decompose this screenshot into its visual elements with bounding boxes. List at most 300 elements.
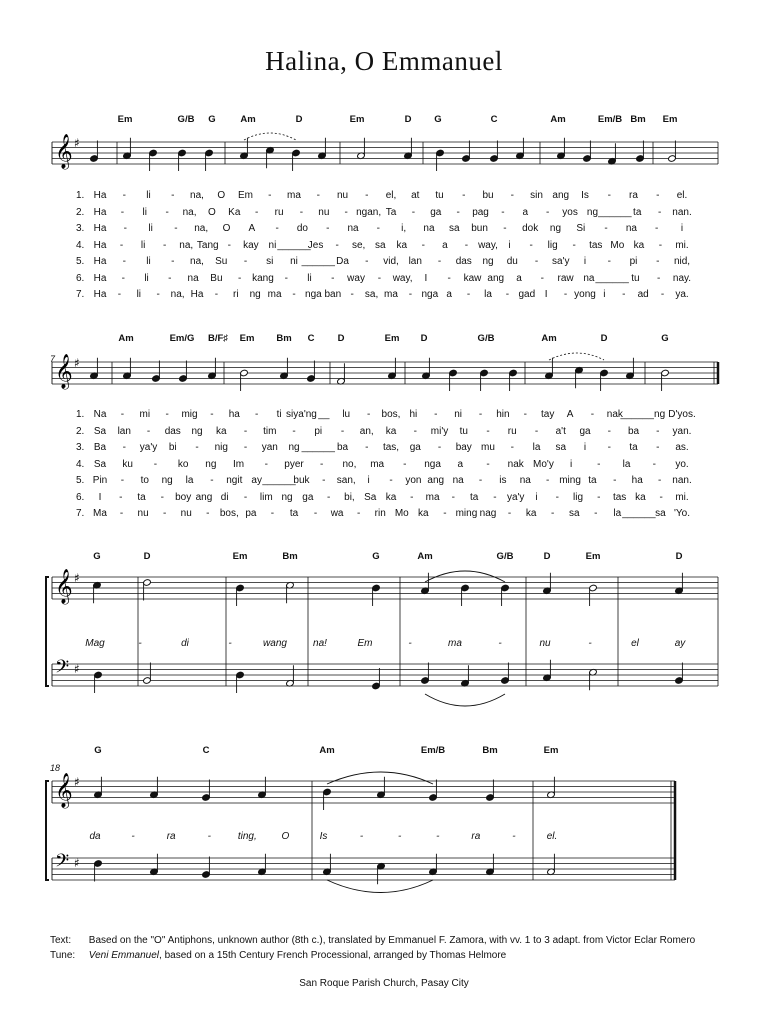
lyric-syllable: pag — [472, 206, 489, 218]
lyric-syllable: na, — [190, 256, 204, 267]
verse-line — [0, 289, 768, 305]
lyric-syllable: I — [544, 289, 548, 300]
bass-clef-icon: 𝄢 — [55, 657, 70, 682]
verse-number: 3. — [76, 442, 85, 453]
lyric-syllable: Ta — [385, 206, 397, 218]
lyric-syllable: - — [607, 190, 611, 201]
lyric-syllable: - — [165, 409, 169, 420]
chord-symbol: Am — [550, 114, 566, 125]
lyric-syllable: Mo'y — [533, 458, 554, 470]
song-title: Halina, O Emmanuel — [265, 46, 503, 76]
lyric-syllable: - — [171, 190, 175, 201]
chord-symbol: Em — [239, 333, 255, 344]
chord-symbol: G/B — [496, 551, 514, 562]
lyric-syllable: i — [535, 491, 538, 503]
lyric-syllable: ng — [191, 425, 203, 437]
chord-symbol: Em — [384, 333, 400, 344]
lyric-syllable: ngit — [226, 475, 243, 486]
chord-symbol: Am — [541, 333, 557, 344]
lyric-syllable: - — [466, 289, 471, 300]
lyric-syllable: is — [499, 475, 507, 486]
lyric-syllable: Da — [336, 256, 349, 267]
lyric-syllable: - — [563, 289, 568, 300]
refrain-syllable: Is — [319, 831, 328, 842]
lyric-syllable: na — [452, 475, 464, 486]
chord-symbol: Em — [662, 114, 678, 125]
lyric-syllable: - — [331, 272, 335, 284]
chord-row — [0, 114, 768, 128]
lyric-syllable: rin — [374, 508, 386, 519]
lyric-syllable: ni — [290, 256, 298, 267]
refrain-syllable: wang — [263, 638, 287, 649]
slur — [425, 571, 505, 582]
lyric-syllable: - — [656, 442, 660, 453]
lyric-syllable: ta — [469, 491, 479, 503]
lyric-syllable: na — [187, 272, 199, 284]
lyric-syllable: - — [313, 508, 318, 519]
lyric-syllable: - — [243, 256, 248, 267]
lyric-syllable: - — [264, 458, 268, 470]
lyric-syllable: - — [656, 190, 660, 201]
lyric-syllable: a — [446, 289, 452, 300]
footer-tune-value: , based on a 15th Century French Processional, arranged by Thomas Helmore — [159, 950, 507, 961]
lyric-syllable: wa — [330, 508, 344, 519]
lyric-syllable: ka — [635, 491, 646, 503]
verse-line — [0, 459, 768, 475]
chord-symbol: Em — [117, 114, 133, 125]
lyric-syllable: tu — [631, 272, 640, 284]
lyric-syllable: - — [411, 206, 416, 218]
lyric-syllable: - — [270, 508, 275, 519]
verse-line — [0, 508, 768, 524]
lyric-syllable: Ha — [93, 206, 107, 218]
lyric-syllable: - — [464, 239, 469, 251]
lyric-syllable: ng — [549, 223, 562, 234]
lyric-syllable: li — [144, 272, 149, 284]
bass-clef-icon: 𝄢 — [55, 851, 70, 876]
lyric-syllable: - — [292, 289, 296, 300]
slur — [327, 880, 433, 893]
lyric-syllable: bi — [168, 442, 177, 453]
lyric-syllable: yon — [405, 475, 422, 486]
lyric-syllable: nak — [606, 409, 623, 420]
lyric-syllable: siya'ng — [286, 409, 317, 420]
lyric-syllable: - — [389, 475, 393, 486]
lyric-syllable: - — [413, 425, 417, 437]
verse-number: 3. — [76, 223, 85, 234]
lyric-syllable: ng — [288, 442, 300, 453]
verse-number: 2. — [76, 425, 85, 437]
lyric-syllable: mu — [481, 442, 495, 453]
lyric-syllable: i — [680, 223, 684, 234]
lyric-syllable: - — [478, 409, 483, 420]
lyric-syllable: ha — [228, 409, 240, 420]
lyric-syllable: nga — [421, 289, 439, 300]
refrain-syllable: O — [281, 831, 290, 842]
lyric-syllable: - — [365, 442, 369, 453]
lyric-syllable: - — [607, 425, 611, 437]
verse-number: 5. — [76, 475, 85, 486]
lyric-syllable: - — [210, 475, 214, 486]
lyric-syllable: - — [168, 272, 172, 284]
verse-line — [0, 223, 768, 239]
lyric-syllable: la — [484, 289, 492, 300]
lyric-syllable: ma — [370, 458, 385, 470]
lyric-syllable: das — [455, 256, 472, 267]
lyric-syllable: - — [162, 508, 167, 519]
lyric-syllable: ngan, — [356, 206, 382, 218]
lyric-syllable: ko — [177, 458, 189, 470]
chord-symbol: G — [94, 745, 102, 756]
lyric-syllable: ya. — [675, 289, 689, 300]
lyric-syllable: - — [255, 206, 259, 218]
verse-number: 2. — [76, 206, 85, 218]
lyric-syllable: - — [408, 289, 413, 300]
lyric-syllable: ______ — [301, 442, 335, 453]
lyric-syllable: I — [98, 491, 102, 503]
lyric-syllable: 'Yo. — [673, 508, 691, 519]
lyric-syllable: nu — [336, 190, 349, 201]
lyric-syllable: - — [120, 409, 125, 420]
lyric-syllable: - — [206, 508, 210, 519]
chord-symbol: G — [434, 114, 442, 125]
chord-symbol: Bm — [276, 333, 292, 344]
lyric-syllable: Bu — [210, 272, 223, 284]
lyric-syllable: ga — [409, 442, 421, 453]
chord-symbol: Am — [240, 114, 256, 125]
lyric-syllable: ma — [425, 491, 440, 503]
lyric-syllable: lu — [342, 409, 351, 420]
lyric-syllable: ______ — [595, 272, 629, 284]
chord-symbol: Am — [118, 333, 134, 344]
lyric-syllable: ad — [637, 289, 649, 300]
lyric-syllable: hi — [409, 409, 418, 420]
lyric-syllable: Is — [581, 190, 589, 201]
lyric-syllable: Ha — [93, 239, 107, 251]
lyric-syllable: Sa — [364, 491, 377, 503]
lyric-syllable: Sa — [93, 425, 107, 437]
lyric-syllable: ka — [525, 508, 537, 519]
lyric-syllable: ba — [336, 442, 349, 453]
lyric-syllable: ang — [427, 475, 445, 486]
footer-tune-title: Veni Emmanuel — [88, 950, 160, 961]
lyric-syllable: ng — [482, 256, 494, 267]
lyric-syllable: i — [367, 475, 370, 486]
lyric-syllable: - — [447, 272, 451, 284]
lyric-syllable: - — [656, 256, 660, 267]
lyric-syllable: - — [160, 491, 165, 503]
lyric-syllable: ta — [629, 442, 638, 453]
lyric-syllable: san, — [336, 475, 356, 486]
lyric-syllable: tas — [589, 239, 603, 251]
lyric-syllable: i — [583, 442, 587, 453]
lyric-syllable: - — [146, 425, 151, 437]
lyric-syllable: ______ — [622, 508, 656, 519]
lyric-syllable: - — [326, 491, 331, 503]
refrain-syllable: ma — [448, 638, 462, 649]
lyric-syllable: way, — [392, 272, 413, 284]
chord-symbol: G/B — [177, 114, 195, 125]
lyric-syllable: buk — [293, 475, 310, 486]
lyric-syllable: i — [570, 458, 573, 470]
lyric-syllable: pa — [245, 508, 257, 519]
refrain-syllable: - — [131, 831, 135, 842]
chord-symbol: G — [93, 551, 101, 562]
key-signature-sharp-icon: ♯ — [74, 856, 80, 870]
lyric-syllable: a — [516, 272, 522, 284]
lyric-syllable: nga — [424, 458, 441, 470]
lyric-syllable: ga — [430, 206, 442, 218]
lyric-syllable: nid, — [673, 256, 691, 267]
lyric-syllable: - — [122, 442, 126, 453]
lyric-syllable: nga — [305, 289, 322, 300]
lyric-syllable: - — [478, 475, 483, 486]
lyric-syllable: - — [652, 458, 656, 470]
lyric-syllable: nu — [137, 508, 149, 519]
refrain-syllable: di — [181, 638, 189, 649]
lyric-syllable: - — [344, 206, 348, 218]
lyric-syllable: bu — [482, 190, 494, 201]
staff-treble — [52, 773, 675, 809]
lyric-syllable: na — [423, 223, 435, 234]
lyric-syllable: - — [443, 508, 447, 519]
parish-credit: San Roque Parish Church, Pasay City — [299, 978, 469, 989]
lyric-syllable: ya'y — [506, 491, 525, 503]
lyric-syllable: - — [486, 458, 490, 470]
system-bracket — [46, 577, 49, 686]
slur — [425, 694, 505, 706]
lyric-syllable: nig — [214, 442, 228, 453]
lyric-syllable: Ha — [93, 256, 107, 267]
footer-tune-label: Tune: — [50, 950, 76, 961]
lyric-syllable: - — [604, 223, 608, 234]
lyric-syllable: ku — [122, 458, 133, 470]
lyric-syllable: Ba — [93, 442, 107, 453]
lyric-syllable: - — [123, 223, 127, 234]
lyric-syllable: na, — [170, 289, 185, 300]
lyric-syllable: tu — [459, 425, 468, 437]
verse-number: 1. — [76, 409, 85, 420]
refrain-syllable: - — [588, 638, 592, 649]
lyric-syllable: na — [583, 272, 595, 284]
lyric-syllable: A — [248, 223, 256, 234]
lyric-syllable: Tang — [196, 239, 219, 251]
lyric-syllable: pi — [314, 425, 323, 437]
lyric-syllable: lan — [408, 256, 422, 267]
chord-symbol: G — [372, 551, 380, 562]
footer-text-value: Based on the "O" Antiphons, unknown author (8th c.), translated by Emmanuel F. Zamora, with vv. 1 to 3 adapt. from Victor Eclar Romero — [88, 935, 696, 946]
lyric-syllable: way, — [478, 239, 498, 251]
treble-clef-icon: 𝄞 — [55, 134, 73, 169]
lyric-syllable: Ha — [93, 289, 107, 300]
lyric-syllable: mig — [181, 409, 198, 420]
lyric-syllable: - — [121, 272, 125, 284]
lyric-syllable: ta — [289, 508, 299, 519]
lyric-syllable: - — [546, 475, 550, 486]
lyric-syllable: dok — [522, 223, 539, 234]
chord-symbol: G — [208, 114, 216, 125]
lyric-syllable: du — [506, 256, 518, 267]
lyric-syllable: tu — [435, 190, 444, 201]
lyric-syllable: ang — [487, 272, 505, 284]
footer-tune-line — [50, 950, 506, 961]
lyric-syllable: - — [326, 223, 330, 234]
lyric-syllable: - — [486, 425, 490, 437]
lyric-syllable: yan — [261, 442, 278, 453]
lyric-syllable: I — [424, 272, 428, 284]
lyric-syllable: sa'y — [552, 256, 570, 267]
lyric-syllable: yo. — [675, 458, 689, 470]
lyric-syllable: Ha — [93, 190, 107, 201]
lyric-syllable: - — [227, 239, 231, 251]
lyric-syllable: ga — [579, 425, 591, 437]
refrain-syllable: Mag — [85, 638, 105, 649]
lyric-syllable: hin — [496, 409, 510, 420]
lyric-syllable: ka — [633, 239, 645, 251]
lyric-syllable: - — [607, 442, 611, 453]
lyric-syllable: - — [510, 442, 514, 453]
refrain-syllable: - — [359, 831, 364, 842]
lyric-syllable: yos — [562, 206, 578, 218]
lyric-syllable: - — [119, 239, 124, 251]
lyric-syllable: i — [583, 256, 587, 267]
lyric-syllable: - — [165, 206, 169, 218]
refrain-syllable: - — [138, 638, 142, 649]
lyric-syllable: D'yos. — [668, 409, 696, 420]
lyric-syllable: i — [508, 239, 511, 251]
chord-symbol: Am — [417, 551, 433, 562]
lyric-syllable: lig — [573, 491, 584, 503]
lyric-syllable: - — [210, 409, 214, 420]
lyric-syllable: na, — [182, 206, 197, 218]
lyric-syllable: a't — [555, 425, 566, 437]
staff-bass — [52, 851, 675, 880]
lyric-syllable: - — [622, 289, 626, 300]
lyric-syllable: A — [566, 409, 574, 420]
chord-symbol: G — [661, 333, 669, 344]
lyric-syllable: - — [335, 239, 339, 251]
lyric-syllable: Ma — [93, 508, 107, 519]
chord-symbol: Bm — [630, 114, 646, 125]
refrain-syllable: ra — [471, 831, 481, 842]
refrain-syllable: - — [228, 638, 232, 649]
lyric-syllable: ng — [586, 206, 599, 218]
refrain-syllable: ay — [674, 638, 686, 649]
refrain-syllable: - — [408, 638, 412, 649]
lyric-syllable: bun — [471, 223, 488, 234]
lyric-syllable: nag — [479, 508, 497, 519]
lyric-syllable: nak — [507, 458, 524, 470]
lyric-syllable: ta — [137, 491, 146, 503]
lyric-syllable: li — [136, 289, 142, 300]
lyric-syllable: el. — [676, 190, 688, 201]
verse-number: 6. — [76, 272, 85, 284]
lyric-syllable: ta — [588, 475, 597, 486]
lyric-syllable: - — [122, 190, 126, 201]
slur — [327, 772, 433, 784]
lyric-syllable: ng — [249, 289, 261, 300]
chord-symbol: Em — [349, 114, 365, 125]
verse-number: 4. — [76, 458, 85, 470]
lyric-syllable: - — [275, 223, 279, 234]
chord-symbol: Em — [543, 745, 559, 756]
lyric-syllable: tay — [541, 409, 555, 420]
lyric-syllable: ng — [281, 491, 293, 503]
lyric-syllable: na, — [179, 239, 194, 251]
lyric-syllable: na — [519, 475, 531, 486]
lyric-syllable: - — [403, 458, 407, 470]
lyric-syllable: tas, — [382, 442, 400, 453]
lyric-syllable: ma — [287, 190, 301, 201]
chord-symbol: D — [404, 114, 412, 125]
lyric-syllable: kaw — [463, 272, 482, 284]
lyric-syllable: - — [657, 475, 662, 486]
verse-line — [0, 426, 768, 442]
lyric-syllable: Mo — [610, 239, 625, 251]
lyric-syllable: an, — [359, 425, 374, 437]
refrain-syllable: na! — [313, 638, 327, 649]
refrain-lyric-line — [0, 638, 768, 652]
lyric-syllable: ming — [559, 475, 581, 486]
lyric-syllable: li — [148, 223, 153, 234]
lyric-syllable: - — [377, 272, 382, 284]
lyric-syllable: - — [316, 190, 320, 201]
lyric-syllable: - — [214, 289, 219, 300]
verse-line — [0, 475, 768, 491]
key-signature-sharp-icon: ♯ — [74, 662, 80, 676]
lyric-syllable: - — [120, 206, 125, 218]
lyric-syllable: raw — [557, 272, 574, 284]
lyric-syllable: ka — [418, 508, 429, 519]
refrain-syllable: - — [207, 831, 211, 842]
lyric-syllable: - — [655, 223, 659, 234]
chord-row — [0, 745, 768, 759]
lyric-syllable: ka — [215, 425, 227, 437]
lyric-syllable: li — [142, 206, 147, 218]
lyric-syllable: ang — [552, 190, 570, 201]
lyric-syllable: - — [657, 206, 662, 218]
lyric-syllable: - — [356, 508, 361, 519]
verse-line — [0, 256, 768, 272]
lyric-syllable: la — [185, 475, 194, 486]
lyric-syllable: - — [434, 409, 438, 420]
lyric-syllable: sa — [655, 508, 666, 519]
refrain-syllable: ra — [166, 831, 176, 842]
lyric-syllable: - — [451, 491, 456, 503]
lyric-syllable: - — [607, 256, 611, 267]
chord-symbol: D — [295, 114, 303, 125]
lyric-syllable: way — [347, 272, 365, 284]
lyric-syllable: - — [119, 508, 124, 519]
lyric-syllable: tim — [263, 425, 277, 437]
lyric-syllable: - — [299, 206, 304, 218]
lyric-syllable: Mo — [394, 508, 409, 519]
lyric-syllable: - — [365, 190, 369, 201]
lyric-syllable: ______ — [277, 239, 311, 251]
lyric-syllable: el, — [385, 190, 397, 201]
lyric-syllable: - — [550, 508, 555, 519]
lyric-syllable: Ha — [93, 272, 107, 284]
lyric-syllable: - — [656, 425, 660, 437]
chord-symbol: Em/G — [169, 333, 195, 344]
verse-line — [0, 273, 768, 289]
lyric-syllable: yong — [574, 289, 596, 300]
lyric-syllable: kang — [252, 272, 274, 284]
lyric-syllable: na, — [190, 190, 204, 201]
refrain-syllable: - — [498, 638, 502, 649]
lyric-syllable: - — [546, 206, 550, 218]
lyric-syllable: das — [164, 425, 181, 437]
